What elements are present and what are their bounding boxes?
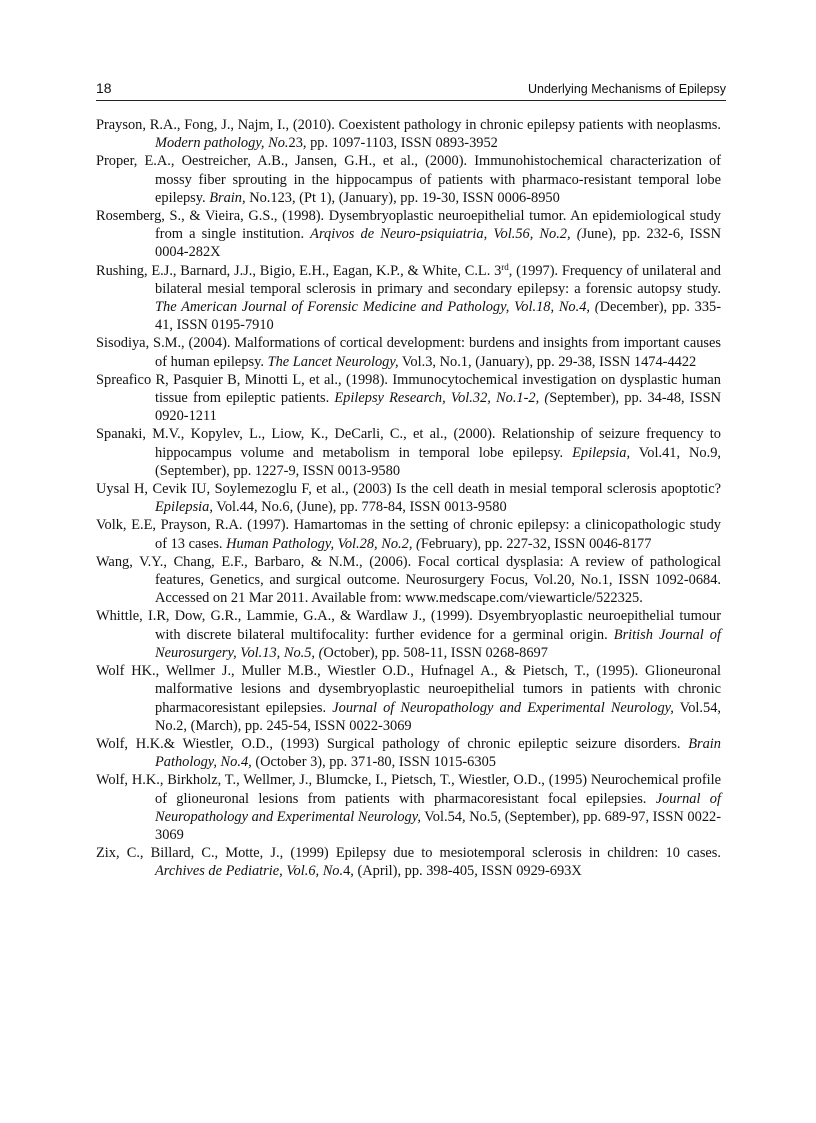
reference-entry: Rushing, E.J., Barnard, J.J., Bigio, E.H., Eagan, K.P., & White, C.L. 3rd, (1997). Frequency of unilateral and bilateral mesial temporal sclerosis in primary and secondary epilepsy: a forensic autopsy study. The American Journal of Forensic Medicine and Pathology, Vol.18, No.4, (December), pp. 335-41, ISSN 0195-7910 [96, 261, 722, 334]
page-number: 18 [96, 80, 112, 96]
reference-list [96, 116, 721, 881]
page-header [96, 78, 726, 101]
reference-entry: Whittle, I.R, Dow, G.R., Lammie, G.A., & Wardlaw J., (1999). Dsyembryoplastic neuroepithelial tumour with discrete bilateral multifocality: further evidence for a germinal origin. British Journal of Neurosurgery, Vol.13, No.5, (October), pp. 508-11, ISSN 0268-8697 [96, 608, 722, 661]
reference-entry: Rosemberg, S., & Vieira, G.S., (1998). Dysembryoplastic neuroepithelial tumor. An epidemiological study from a single institution. Arqivos de Neuro-psiquiatria, Vol.56, No.2, (June), pp. 232-6, ISSN 0004-282X [96, 208, 721, 261]
reference-entry: Proper, E.A., Oestreicher, A.B., Jansen, G.H., et al., (2000). Immunohistochemical characterization of mossy fiber sprouting in the hippocampus of patients with pharmaco-resistant temporal lobe epilepsy. Brain, No.123, (Pt 1), (January), pp. 19-30, ISSN 0006-8950 [96, 153, 721, 206]
reference-entry: Spanaki, M.V., Kopylev, L., Liow, K., DeCarli, C., et al., (2000). Relationship of seizure frequency to hippocampus volume and metabolism in temporal lobe epilepsy. Epilepsia, Vol.41, No.9, (September), pp. 1227-9, ISSN 0013-9580 [96, 426, 721, 479]
reference-entry: Zix, C., Billard, C., Motte, J., (1999) Epilepsy due to mesiotemporal sclerosis in children: 10 cases. Archives de Pediatrie, Vol.6, No.4, (April), pp. 398-405, ISSN 0929-693X [96, 845, 721, 880]
reference-entry: Spreafico R, Pasquier B, Minotti L, et al., (1998). Immunocytochemical investigation on dysplastic human tissue from epileptic patients. Epilepsy Research, Vol.32, No.1-2, (September), pp. 34-48, ISSN 0920-1211 [96, 371, 721, 425]
reference-entry: Wang, V.Y., Chang, E.F., Barbaro, & N.M., (2006). Focal cortical dysplasia: A review of pathological features, Genetics, and surgical outcome. Neurosurgery Focus, Vol.20, No.1, ISSN 1092-0684. Accessed on 21 Mar 2011. Available from: www.medscape.com/viewarticle/522325. [96, 553, 721, 607]
running-title: Underlying Mechanisms of Epilepsy [527, 82, 726, 96]
reference-entry: Uysal H, Cevik IU, Soylemezoglu F, et al., (2003) Is the cell death in mesial temporal sclerosis apoptotic? Epilepsia, Vol.44, No.6, (June), pp. 778-84, ISSN 0013-9580 [96, 481, 721, 516]
reference-entry: Sisodiya, S.M., (2004). Malformations of cortical development: burdens and insights from important causes of human epilepsy. The Lancet Neurology, Vol.3, No.1, (January), pp. 29-38, ISSN 1474-4422 [96, 335, 721, 370]
reference-entry: Prayson, R.A., Fong, J., Najm, I., (2010). Coexistent pathology in chronic epilepsy patients with neoplasms. Modern pathology, No.23, pp. 1097-1103, ISSN 0893-3952 [96, 117, 721, 152]
reference-entry: Volk, E.E, Prayson, R.A. (1997). Hamartomas in the setting of chronic epilepsy: a clinicopathologic study of 13 cases. Human Pathology, Vol.28, No.2, (February), pp. 227-32, ISSN 0046-8177 [96, 517, 721, 552]
reference-entry: Wolf, H.K.& Wiestler, O.D., (1993) Surgical pathology of chronic epileptic seizure disorders. Brain Pathology, No.4, (October 3), pp. 371-80, ISSN 1015-6305 [96, 735, 721, 771]
reference-entry: Wolf HK., Wellmer J., Muller M.B., Wiestler O.D., Hufnagel A., & Pietsch, T., (1995). Glioneuronal malformative lesions and dysembryoplastic neuroepithelial tumors in patients with chronic pharmacoresistant epilepsies. Journal of Neuropathology and Experimental Neurology, Vol.54, No.2, (March), pp. 245-54, ISSN 0022-3069 [96, 663, 721, 734]
reference-entry: Wolf, H.K., Birkholz, T., Wellmer, J., Blumcke, I., Pietsch, T., Wiestler, O.D., (1995) Neurochemical profile of glioneuronal lesions from patients with pharmacoresistant focal epilepsies. Journal of Neuropathology and Experimental Neurology, Vol.54, No.5, (September), pp. 689-97, ISSN 0022-3069 [96, 772, 722, 843]
